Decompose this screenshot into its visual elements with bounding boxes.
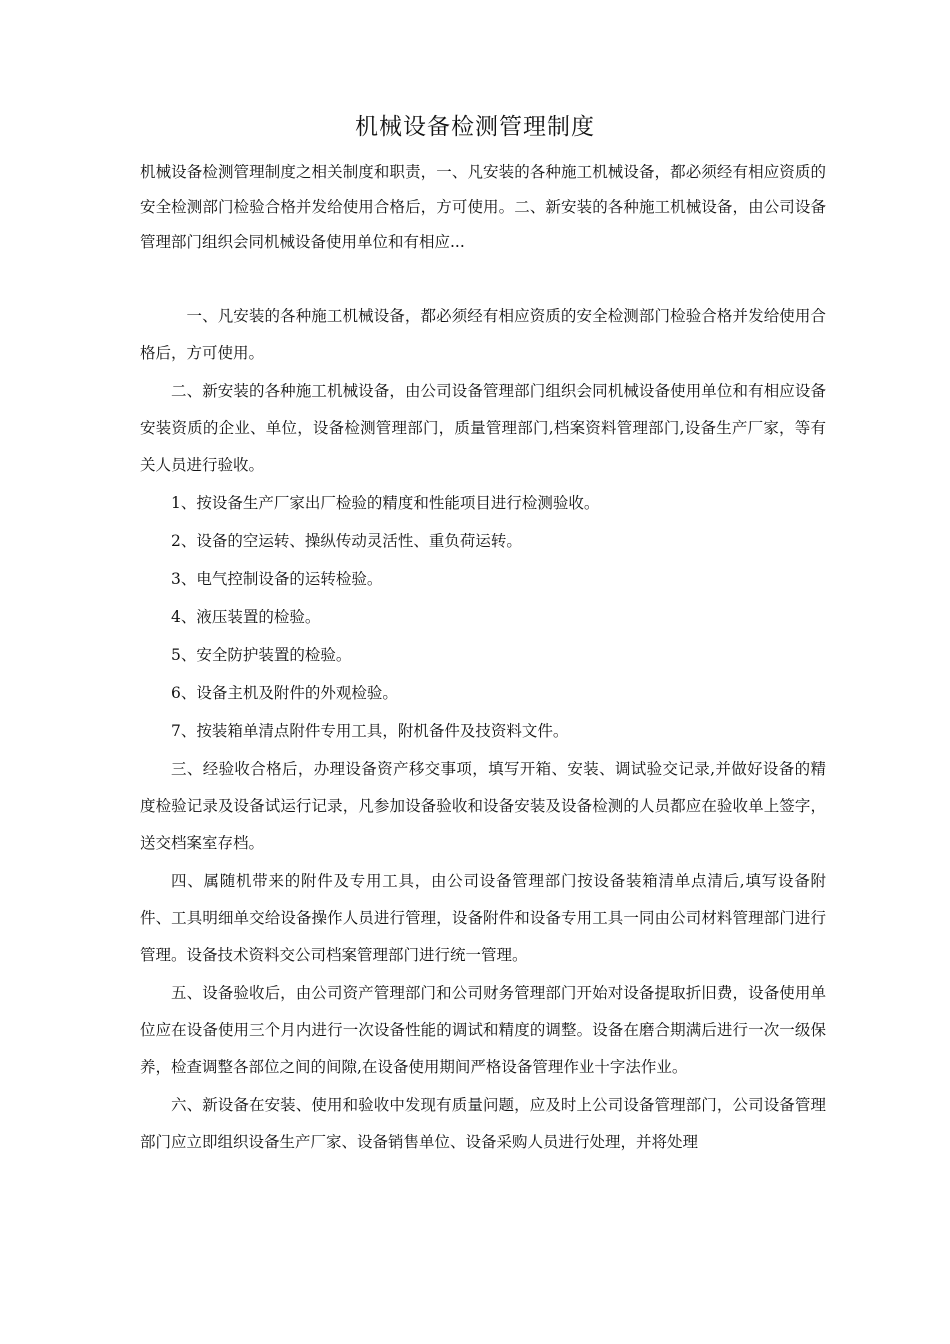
list-item-1: 1、按设备生产厂家出厂检验的精度和性能项目进行检测验收。: [171, 494, 600, 512]
list-item-5: 5、安全防护装置的检验。: [171, 646, 352, 664]
document-summary: 机械设备检测管理制度之相关制度和职责，一、凡安装的各种施工机械设备，都必须经有相应资质的安全检测部门检验合格并发给使用合格后，方可使用。二、新安装的各种施工机械设备，由公司设备管理部门组织会同机械设备使用单位和有相应...: [140, 163, 826, 251]
paragraph-section-1: 一、凡安装的各种施工机械设备，都必须经有相应资质的安全检测部门检验合格并发给使用合格后，方可使用。: [140, 307, 826, 362]
list-item-7: 7、按装箱单清点附件专用工具，附机备件及技资料文件。: [171, 722, 569, 740]
document-title: 机械设备检测管理制度: [355, 114, 595, 140]
document-body: [140, 298, 826, 1162]
list-item-3: 3、电气控制设备的运转检验。: [171, 570, 383, 588]
paragraph-section-3: 三、经验收合格后，办理设备资产移交事项，填写开箱、安装、调试验交记录,并做好设备的精度检验记录及设备试运行记录，凡参加设备验收和设备安装及设备检测的人员都应在验收单上签字，送交档案室存档。: [140, 760, 826, 852]
list-item-2: 2、设备的空运转、操纵传动灵活性、重负荷运转。: [171, 532, 522, 550]
paragraph-section-6: 六、新设备在安装、使用和验收中发现有质量问题，应及时上公司设备管理部门，公司设备管理部门应立即组织设备生产厂家、设备销售单位、设备采购人员进行处理，并将处理: [140, 1096, 826, 1151]
paragraph-section-5: 五、设备验收后，由公司资产管理部门和公司财务管理部门开始对设备提取折旧费，设备使用单位应在设备使用三个月内进行一次设备性能的调试和精度的调整。设备在磨合期满后进行一次一级保养，检查调整各部位之间的间隙,在设备使用期间严格设备管理作业十字法作业。: [140, 984, 826, 1076]
list-item-4: 4、液压装置的检验。: [171, 608, 321, 626]
paragraph-section-4: 四、属随机带来的附件及专用工具，由公司设备管理部门按设备装箱清单点清后,填写设备附件、工具明细单交给设备操作人员进行管理，设备附件和设备专用工具一同由公司材料管理部门进行管理。设备技术资料交公司档案管理部门进行统一管理。: [140, 872, 826, 964]
list-item-6: 6、设备主机及附件的外观检验。: [171, 684, 398, 702]
paragraph-section-2: 二、新安装的各种施工机械设备，由公司设备管理部门组织会同机械设备使用单位和有相应设备安装资质的企业、单位，设备检测管理部门，质量管理部门,档案资料管理部门,设备生产厂家，等有关人员进行验收。: [140, 382, 826, 474]
